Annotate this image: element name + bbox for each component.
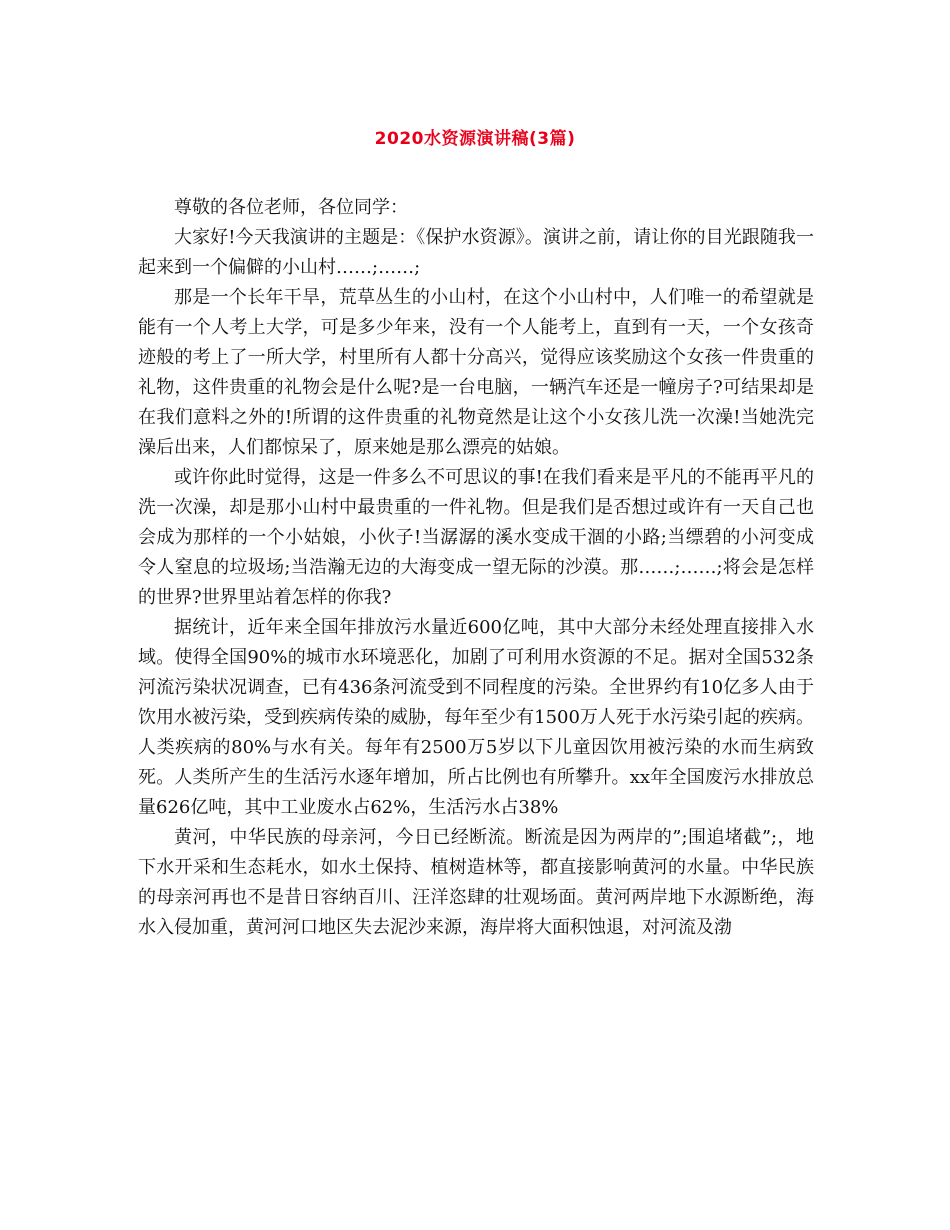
paragraph-reflection: 或许你此时觉得，这是一件多么不可思议的事!在我们看来是平凡的不能再平凡的洗一次澡，却是那小山村中最贵重的一件礼物。但是我们是否想过或许有一天自己也会成为那样的一个小姑娘，小伙子!当潺潺的溪水变成干涸的小路;当缥碧的小河变成令人窒息的垃圾场;当浩瀚无边的大海变成一望无际的沙漠。那……;……;将会是怎样的世界?世界里站着怎样的你我? xyxy=(138,467,814,608)
document-title: 2020水资源演讲稿(3篇) xyxy=(374,129,576,149)
paragraph-yellow-river: 黄河，中华民族的母亲河，今日已经断流。断流是因为两岸的”;围追堵截”;，地下水开采和生态耗水，如水土保持、植树造林等，都直接影响黄河的水量。中华民族的母亲河再也不是昔日容纳百川、汪洋恣肆的壮观场面。黄河两岸地下水源断绝，海水入侵加重，黄河河口地区失去泥沙来源，海岸将大面积蚀退，对河流及渤 xyxy=(138,827,814,938)
document-body xyxy=(138,193,814,943)
paragraph-intro: 大家好!今天我演讲的主题是：《保护水资源》。演讲之前，请让你的目光跟随我一起来到一个偏僻的小山村……;……; xyxy=(138,227,814,278)
paragraph-statistics: 据统计，近年来全国年排放污水量近600亿吨，其中大部分未经处理直接排入水域。使得全国90%的城市水环境恶化，加剧了可利用水资源的不足。据对全国532条河流污染状况调查，已有436条河流受到不同程度的污染。全世界约有10亿多人由于饮用水被污染，受到疾病传染的威胁，每年至少有1500万人死于水污染引起的疾病。人类疾病的80%与水有关。每年有2500万5岁以下儿童因饮用被污染的水而生病致死。人类所产生的生活污水逐年增加，所占比例也有所攀升。xx年全国废污水排放总量626亿吨，其中工业废水占62%，生活污水占38% xyxy=(138,617,814,818)
paragraph-village-story: 那是一个长年干旱，荒草丛生的小山村，在这个小山村中，人们唯一的希望就是能有一个人考上大学，可是多少年来，没有一个人能考上，直到有一天，一个女孩奇迹般的考上了一所大学，村里所有人都十分高兴，觉得应该奖励这个女孩一件贵重的礼物，这件贵重的礼物会是什么呢?是一台电脑，一辆汽车还是一幢房子?可结果却是在我们意料之外的!所谓的这件贵重的礼物竟然是让这个小女孩儿洗一次澡!当她洗完澡后出来，人们都惊呆了，原来她是那么漂亮的姑娘。 xyxy=(138,287,814,458)
paragraph-greeting: 尊敬的各位老师，各位同学： xyxy=(174,197,408,218)
